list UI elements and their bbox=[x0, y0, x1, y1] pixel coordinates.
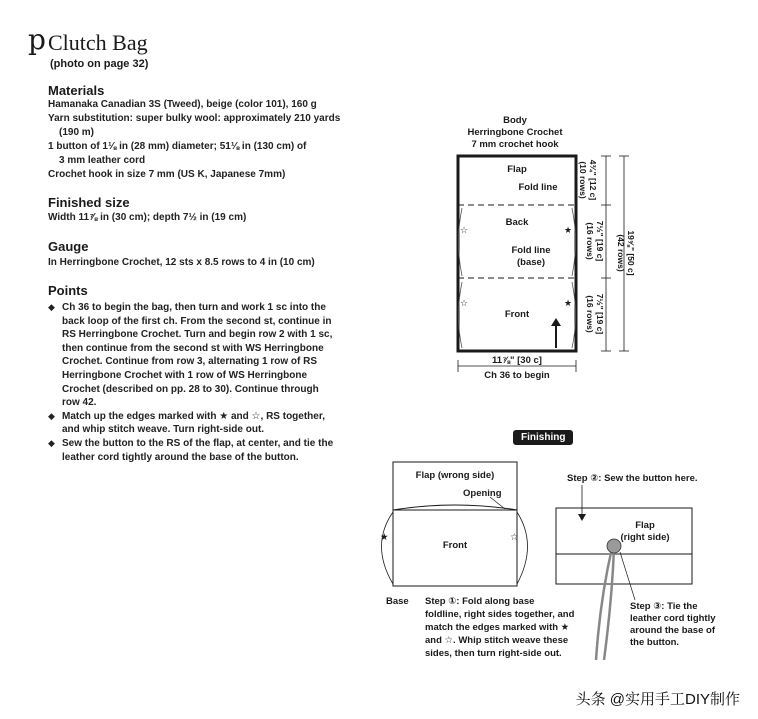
dim-flap-rows: (10 rows) bbox=[578, 161, 588, 199]
points-line: and whip stitch weave. Turn right-side out. bbox=[62, 424, 265, 436]
button-icon bbox=[607, 539, 621, 553]
points-line: leather cord tightly around the base of the button. bbox=[62, 451, 299, 463]
points-line: back loop of the first ch. From the second st, continue in bbox=[62, 315, 332, 327]
photo-reference: (photo on page 32) bbox=[50, 58, 149, 70]
points-line: ◆ Ch 36 to begin the bag, then turn and work 1 sc into the bbox=[62, 302, 326, 313]
materials-line: (190 m) bbox=[59, 127, 95, 138]
back-label: Back bbox=[505, 217, 529, 228]
materials-line: Hamanaka Canadian 3S (Tweed), beige (color 101), 160 g bbox=[48, 99, 317, 110]
materials-heading: Materials bbox=[48, 83, 105, 98]
points-line: then continue from the second st with WS Herringbone bbox=[62, 342, 324, 354]
materials-line: Yarn substitution: super bulky wool: approximately 210 yards bbox=[48, 113, 341, 124]
watermark: 头条 @实用手工DIY制作 bbox=[575, 691, 740, 708]
fold-base-label-2: (base) bbox=[517, 257, 545, 268]
flap-label: Flap bbox=[507, 164, 527, 175]
materials-line: 1 button of 1⅛ in (28 mm) diameter; 51⅛ in (130 cm) of bbox=[48, 141, 307, 152]
dim-total-rows: (42 rows) bbox=[616, 234, 626, 272]
diagram-hook: 7 mm crochet hook bbox=[471, 139, 559, 150]
width-label: 11⅞" [30 c] bbox=[492, 355, 542, 366]
dim-front: 7½" [19 c] bbox=[595, 293, 605, 335]
step3-line: Step ③: Tie the bbox=[630, 601, 698, 612]
points-line: ◆ Match up the edges marked with ★ and ☆, RS together, bbox=[62, 410, 325, 422]
points-line: Crochet. Continue from row 3, alternating 1 row of RS bbox=[62, 356, 318, 368]
flap-rs-label: Flap bbox=[635, 520, 655, 531]
opening-edge bbox=[393, 505, 517, 510]
arrow-head-icon bbox=[551, 318, 561, 326]
diagram-subtitle: Herringbone Crochet bbox=[467, 127, 563, 138]
step3-pointer bbox=[620, 552, 635, 600]
pattern-letter: p bbox=[28, 23, 46, 56]
front-label: Front bbox=[504, 309, 530, 320]
bag-shape bbox=[556, 508, 692, 584]
pattern-title: Clutch Bag bbox=[48, 30, 148, 55]
fold-line-label: Fold line bbox=[518, 182, 558, 193]
step1-line: match the edges marked with ★ bbox=[425, 622, 570, 633]
finished-size-text: Width 11⅞ in (30 cm); depth 7½ in (19 cm) bbox=[48, 212, 247, 223]
opening-label: Opening bbox=[463, 488, 502, 499]
seam-arc-left bbox=[382, 512, 394, 584]
star-solid-icon: ★ bbox=[563, 298, 573, 308]
step1-line: Step ①: Fold along base bbox=[425, 596, 535, 607]
points-line: RS Herringbone Crochet. Turn and begin row 2 with 1 sc, bbox=[62, 329, 333, 341]
materials-line: 3 mm leather cord bbox=[59, 155, 146, 166]
step1-line: foldline, right sides together, and bbox=[425, 609, 575, 620]
step1-line: and ☆. Whip stitch weave these bbox=[425, 635, 569, 646]
dim-front-rows: (16 rows) bbox=[585, 295, 595, 333]
chain-label: Ch 36 to begin bbox=[484, 370, 550, 381]
star-open-icon: ☆ bbox=[459, 225, 469, 235]
flap-rs-shape bbox=[556, 508, 692, 554]
front-finish-label: Front bbox=[442, 540, 468, 551]
points-line: Crochet (described on pp. 28 to 30). Continue through bbox=[62, 383, 319, 395]
seam-arc-right bbox=[517, 512, 528, 584]
flap-ws-label: Flap (wrong side) bbox=[415, 470, 495, 481]
points-line: Herringbone Crochet with 1 row of WS Herringbone bbox=[62, 369, 308, 381]
points-line: row 42. bbox=[62, 397, 97, 409]
step3-line: around the base of bbox=[630, 625, 715, 636]
dim-back-rows: (16 rows) bbox=[585, 222, 595, 260]
arrow-head-icon bbox=[578, 514, 586, 521]
dim-back: 7½" [19 c] bbox=[595, 220, 605, 262]
star-open-icon: ☆ bbox=[459, 298, 469, 308]
step3-line: the button. bbox=[630, 637, 680, 648]
star-open-icon: ☆ bbox=[510, 532, 519, 543]
points-heading: Points bbox=[48, 283, 88, 298]
star-solid-icon: ★ bbox=[563, 225, 573, 235]
materials-line: Crochet hook in size 7 mm (US K, Japanese 7mm) bbox=[48, 169, 286, 180]
base-label: Base bbox=[386, 596, 409, 607]
star-solid-icon: ★ bbox=[380, 532, 389, 543]
dim-total: 19⅝" [50 c] bbox=[626, 230, 636, 276]
gauge-text: In Herringbone Crochet, 12 sts x 8.5 rows to 4 in (10 cm) bbox=[48, 257, 315, 268]
dim-flap: 4¾" [12 c] bbox=[588, 159, 598, 201]
gauge-heading: Gauge bbox=[48, 239, 89, 254]
fold-base-label: Fold line bbox=[511, 245, 551, 256]
finishing-label: Finishing bbox=[513, 430, 573, 445]
step3-line: leather cord tightly bbox=[630, 613, 716, 624]
points-line: ◆ Sew the button to the RS of the flap, at center, and tie the bbox=[62, 437, 334, 449]
flap-rs-label-2: (right side) bbox=[620, 532, 670, 543]
diagram-title: Body bbox=[503, 115, 527, 126]
finished-size-heading: Finished size bbox=[48, 195, 130, 210]
step2-label: Step ②: Sew the button here. bbox=[567, 473, 698, 484]
step1-line: sides, then turn right-side out. bbox=[425, 648, 562, 659]
